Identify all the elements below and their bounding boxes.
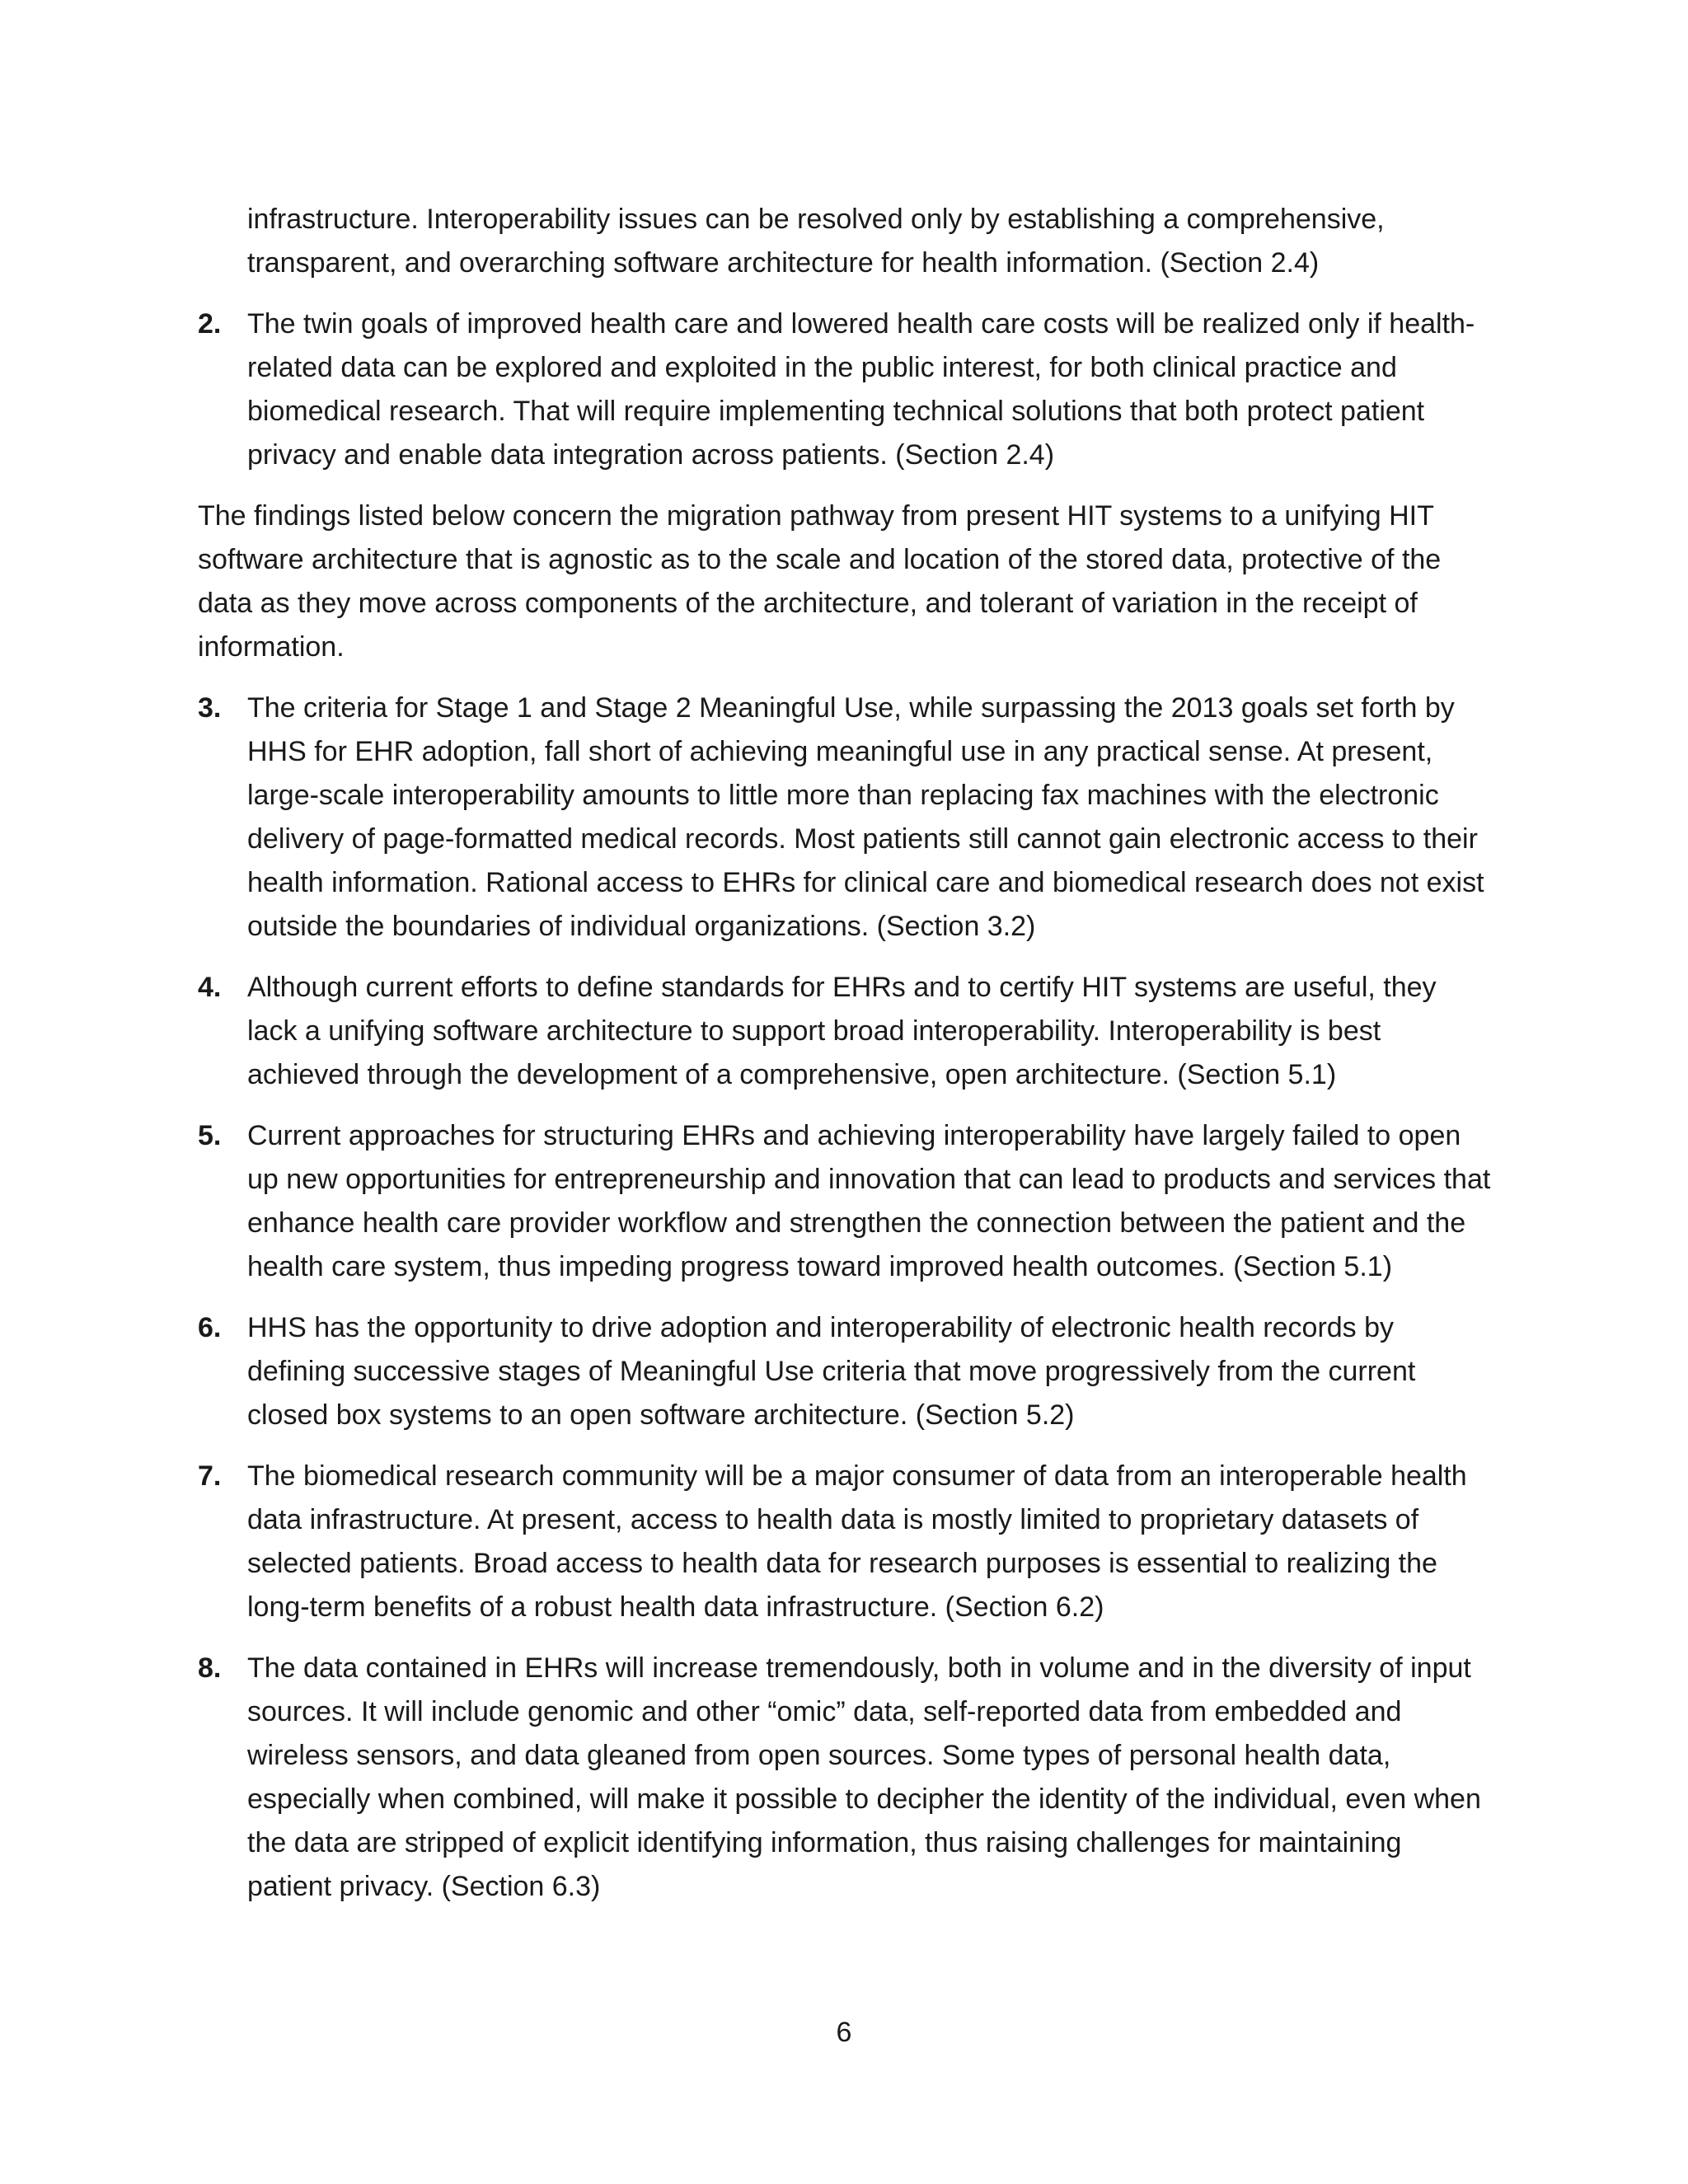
finding-text: HHS has the opportunity to drive adoption and interoperability of electronic health records by defining successive stages of Meaningful Use criteria that move progressively from the current closed box systems to an open software architecture. (Section 5.2) [247,1312,1416,1431]
finding-text: The criteria for Stage 1 and Stage 2 Meaningful Use, while surpassing the 2013 goals set forth by HHS for EHR adoption, fall short of achieving meaningful use in any practical sense. At present, large-scale interoperability amounts to little more than replacing fax machines with the electronic delivery of page-formatted medical records. Most patients still cannot gain electronic access to their health information. Rational access to EHRs for clinical care and biomedical research does not exist outside the boundaries of individual organizations. (Section 3.2) [247,692,1484,942]
finding-number: 7. [198,1460,222,1492]
finding-item [198,1306,1492,1437]
finding-item [198,687,1492,949]
finding-number: 8. [198,1652,222,1684]
finding-item [198,1455,1492,1629]
finding-item [198,1114,1492,1289]
finding-text: Although current efforts to define standards for EHRs and to certify HIT systems are useful, they lack a unifying software architecture to support broad interoperability. Interoperability is best achieved through the development of a comprehensive, open architecture. (Section 5.1) [247,972,1437,1090]
finding-number: 3. [198,692,222,724]
finding-item [198,1647,1492,1909]
finding-text: The data contained in EHRs will increase tremendously, both in volume and in the diversity of input sources. It will include genomic and other “omic” data, self-reported data from embedded and wireless sensors, and data gleaned from open sources. Some types of personal health data, especially when combined, will make it possible to decipher the identity of the individual, even when the data are stripped of explicit identifying information, thus raising challenges for maintaining patient privacy. (Section 6.3) [247,1652,1481,1902]
finding-text: The twin goals of improved health care and lowered health care costs will be realized only if health-related data can be explored and exploited in the public interest, for both clinical practice and biomedical research. That will require implementing technical solutions that both protect patient privacy and enable data integration across patients. (Section 2.4) [247,308,1475,471]
page-body [198,198,1492,1926]
finding-number: 6. [198,1312,222,1343]
finding-text: Current approaches for structuring EHRs and achieving interoperability have largely failed to open up new opportunities for entrepreneurship and innovation that can lead to products and services that enhance health care provider workflow and strengthen the connection between the patient and the health care system, thus impeding progress toward improved health outcomes. (Section 5.1) [247,1120,1491,1282]
finding-item [198,302,1492,477]
continuation-paragraph: infrastructure. Interoperability issues can be resolved only by establishing a comprehensive, transparent, and overarching software architecture for health information. (Section 2.4) [247,204,1385,279]
finding-number: 2. [198,308,222,340]
finding-text: The biomedical research community will be a major consumer of data from an interoperable health data infrastructure. At present, access to health data is mostly limited to proprietary datasets of selected patients. Broad access to health data for research purposes is essential to realizing the long-term benefits of a robust health data infrastructure. (Section 6.2) [247,1460,1467,1623]
page-number: 6 [836,2017,852,2048]
finding-item [198,966,1492,1097]
finding-number: 5. [198,1120,222,1151]
intro-paragraph: The findings listed below concern the migration pathway from present HIT systems to a unifying HIT software architecture that is agnostic as to the scale and location of the stored data, protective of the data as they move across components of the architecture, and tolerant of variation in the receipt of information. [198,500,1442,663]
finding-number: 4. [198,972,222,1003]
